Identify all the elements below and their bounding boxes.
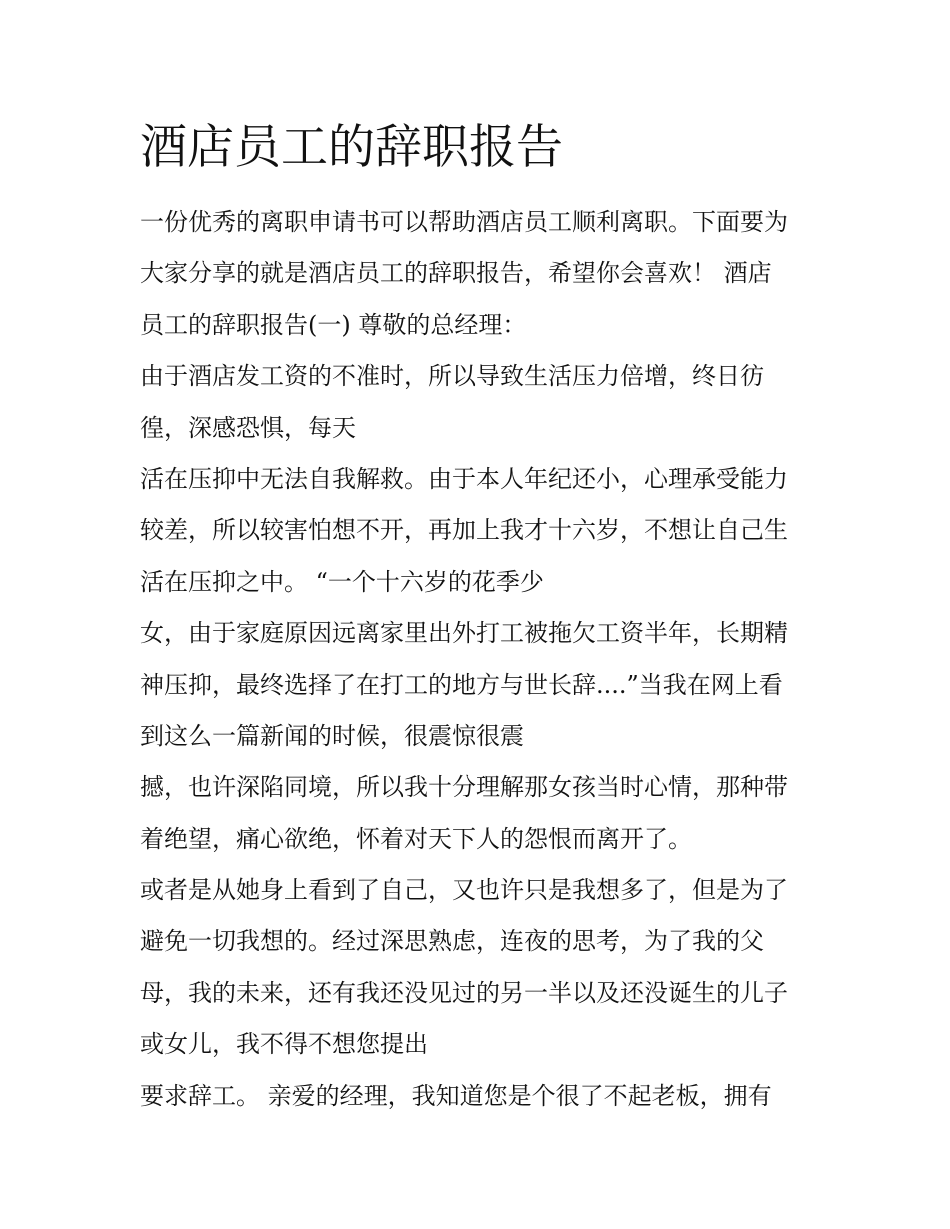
body-line: 员工的辞职报告(一) 尊敬的总经理：: [140, 310, 527, 339]
body-line: 着绝望，痛心欲绝，怀着对天下人的怨恨而离开了。: [140, 824, 692, 853]
body-line: 大家分享的就是酒店员工的辞职报告，希望你会喜欢！ 酒店: [140, 259, 772, 288]
body-line: 由于酒店发工资的不准时，所以导致生活压力倍增，终日彷: [140, 362, 764, 391]
body-line: 母，我的未来，还有我还没见过的另一半以及还没诞生的儿子: [140, 978, 788, 1007]
body-line: 要求辞工。 亲爱的经理，我知道您是个很了不起老板，拥有: [140, 1081, 772, 1110]
body-line: 徨，深感恐惧，每天: [140, 413, 356, 442]
body-line: 或者是从她身上看到了自己，又也许只是我想多了，但是为了: [140, 876, 788, 905]
body-line: 到这么一篇新闻的时候，很震惊很震: [140, 721, 524, 750]
body-line: 避免一切我想的。经过深思熟虑，连夜的思考，为了我的父: [140, 927, 764, 956]
body-line: 较差，所以较害怕想不开，再加上我才十六岁，不想让自己生: [140, 516, 788, 545]
body-line: 一份优秀的离职申请书可以帮助酒店员工顺利离职。下面要为: [140, 208, 788, 236]
body-line: 活在压抑中无法自我解救。由于本人年纪还小，心理承受能力: [140, 464, 788, 493]
body-line: 活在压抑之中。 “一个十六岁的花季少: [140, 567, 544, 596]
document-body: [140, 197, 820, 1122]
body-line: 神压抑，最终选择了在打工的地方与世长辞....”当我在网上看: [140, 670, 783, 699]
document-title: 酒店员工的辞职报告: [140, 120, 563, 175]
body-line: 撼，也许深陷同境，所以我十分理解那女孩当时心情，那种带: [140, 773, 788, 802]
body-line: 女，由于家庭原因远离家里出外打工被拖欠工资半年，长期精: [140, 619, 788, 648]
body-line: 或女儿，我不得不想您提出: [140, 1030, 428, 1059]
